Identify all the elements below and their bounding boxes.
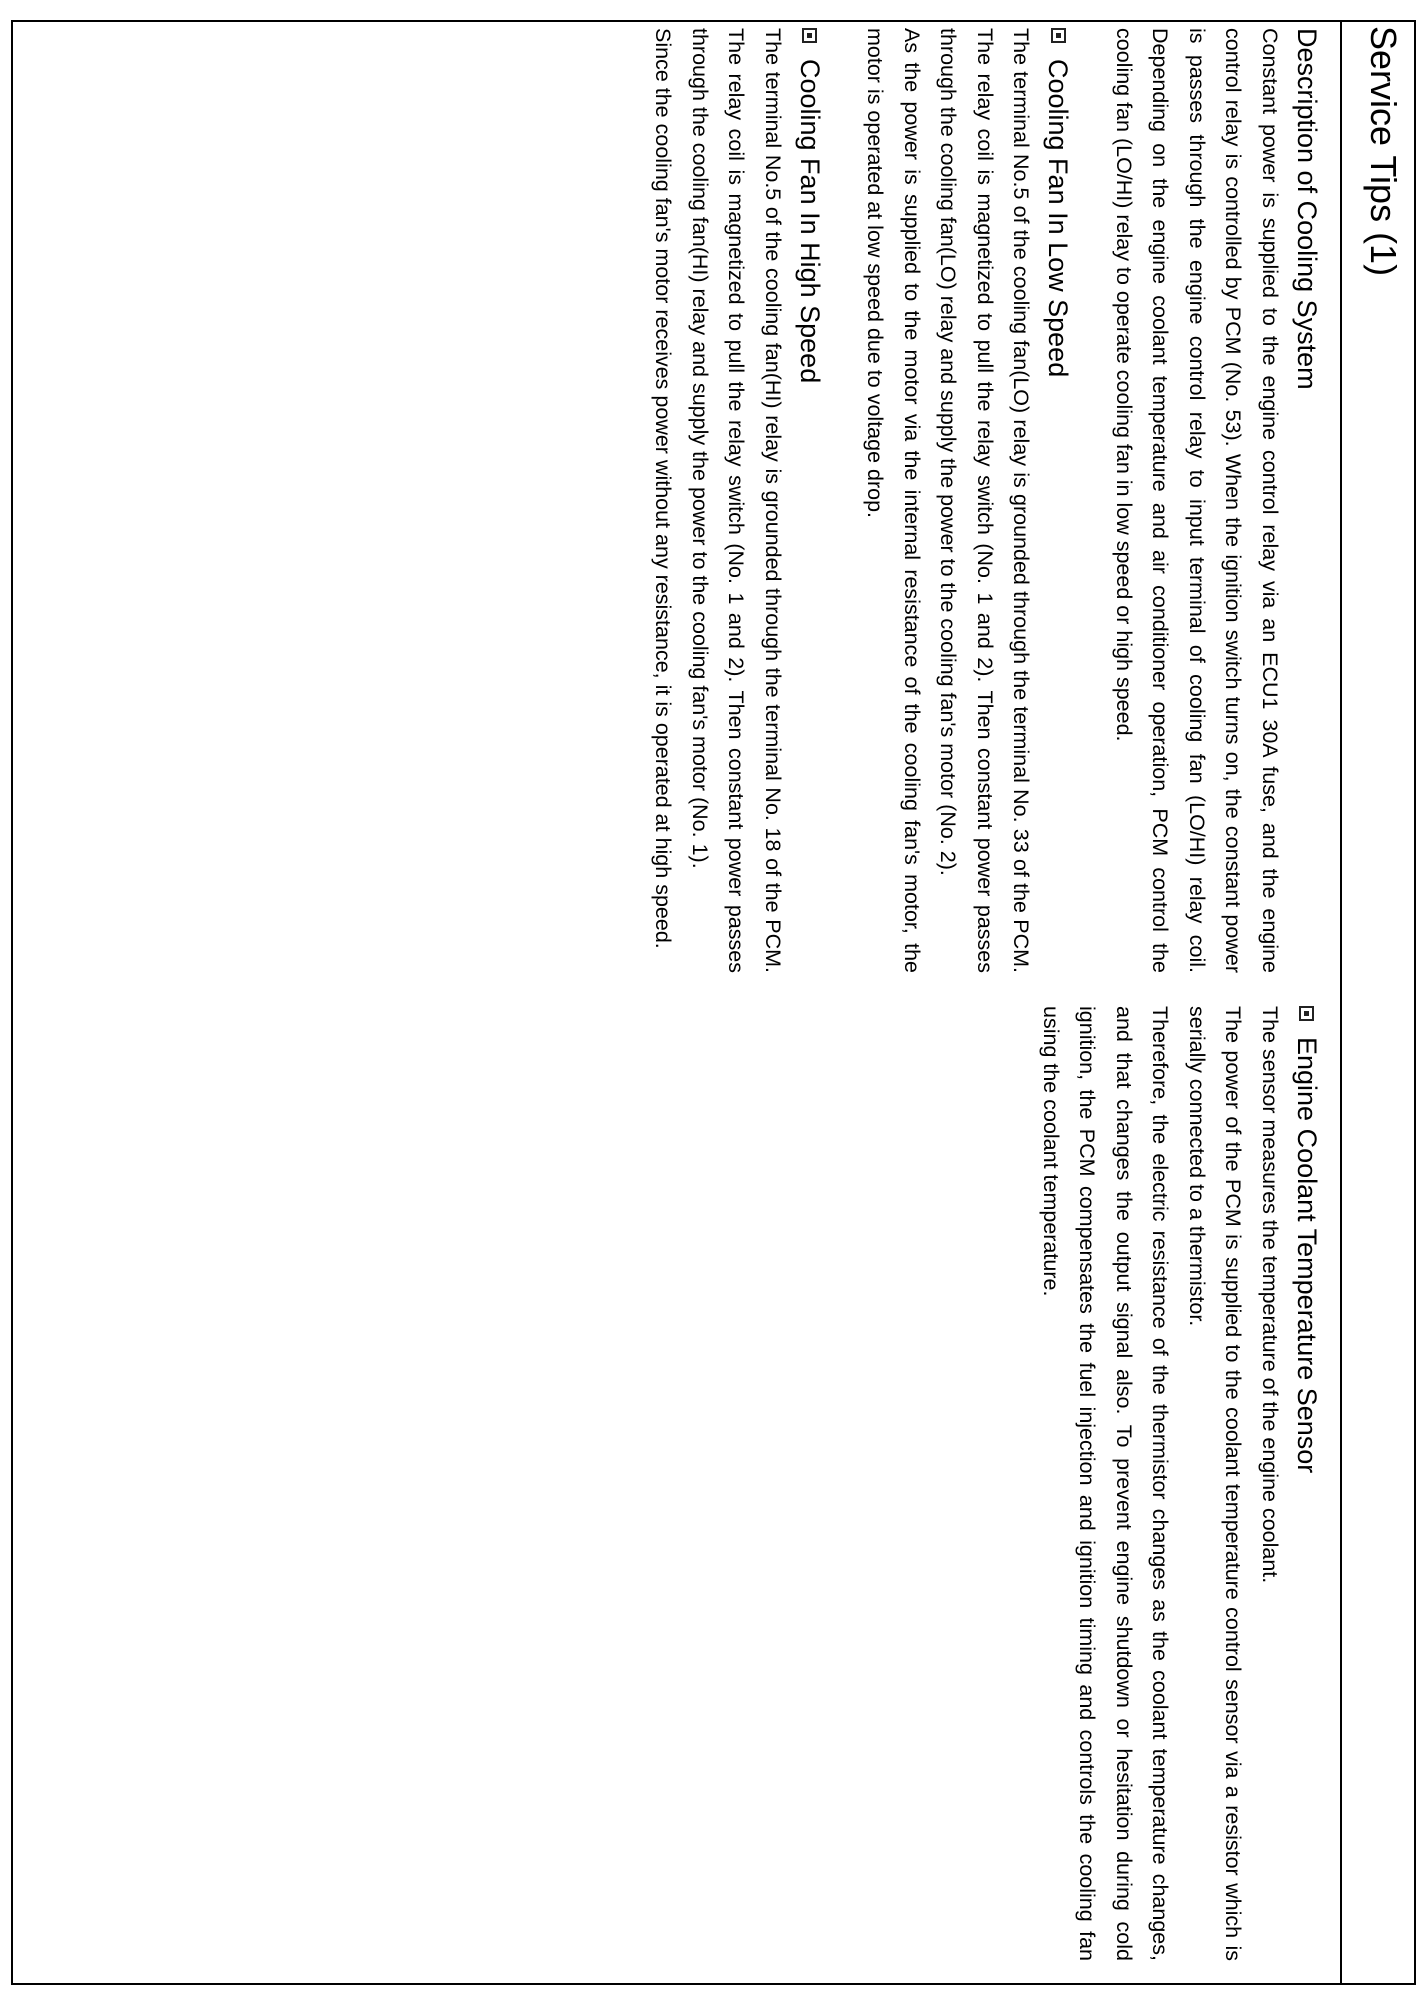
square-bullet-icon (1300, 1006, 1315, 1021)
coolant-sensor-section (1033, 1006, 1325, 1961)
page-title: Service Tips (1) (1363, 26, 1404, 277)
section-heading-high-speed (793, 28, 827, 973)
low-speed-paragraph-2: As the power is supplied to the motor via the internal resistance of the cooling fan's motor, the motor is operated at low speed due to voltage drop. (863, 28, 924, 973)
section-heading-description: Description of Cooling System (1292, 28, 1322, 390)
square-bullet-icon (803, 28, 818, 43)
cooling-system-description (1106, 28, 1325, 973)
right-column (1003, 1006, 1325, 1961)
low-speed-heading-text: Cooling Fan In Low Speed (1043, 59, 1074, 378)
description-paragraph: Constant power is supplied to the engine control relay via an ECU1 30A fuse, and the engine control relay is controlled by PCM (No. 53). When the ignition switch turns on, the constant power is passes through the engine control relay to input terminal of cooling fan (LO/HI) relay coil. Depending on the engine coolant temperature and air conditioner operation, PCM control the cooling fan (LO/HI) relay to operate cooling fan in low speed or high speed. (1112, 28, 1282, 973)
high-speed-paragraph-1: The terminal No.5 of the cooling fan(HI) relay is grounded through the terminal No. 18 of the PCM. The relay coil is magnetized to pull the relay switch (No. 1 and 2). Then constant power passes through the cooling fan(HI) relay and supply the power to the cooling fan's motor (No. 1). (688, 28, 785, 973)
high-speed-paragraph-2: Since the cooling fan's motor receives power without any resistance, it is operated at high speed. (651, 28, 676, 949)
low-speed-body (857, 28, 1040, 973)
title-divider (1340, 20, 1342, 1985)
section-heading-low-speed (1042, 28, 1076, 973)
low-speed-paragraph-1: The terminal No.5 of the cooling fan(LO) relay is grounded through the terminal No. 33 of the PCM. The relay coil is magnetized to pull the relay switch (No. 1 and 2). Then constant power passes through the cooling fan(LO) relay and supply the power to the cooling fan's motor (No. 2). (936, 28, 1034, 973)
high-speed-heading-text: Cooling Fan In High Speed (795, 59, 825, 384)
square-bullet-icon (1051, 28, 1066, 43)
high-speed-section (645, 28, 827, 973)
coolant-sensor-heading-text: Engine Coolant Temperature Sensor (1292, 1037, 1322, 1474)
section-heading-coolant-sensor (1290, 1006, 1324, 1961)
coolant-sensor-paragraph-3: Therefore, the electric resistance of the thermistor changes as the coolant temperature changes, and that changes the output signal also. To prevent engine shutdown or hesitation during cold ignition, the PCM compensates the fuel injection and ignition timing and controls the cooling fan using the coolant temperature. (1039, 1006, 1173, 1961)
left-column (615, 28, 1324, 973)
description-body (1106, 28, 1289, 973)
coolant-sensor-paragraph-2: The power of the PCM is supplied to the coolant temperature control sensor via a resistor which is serially connected to a thermistor. (1185, 1006, 1246, 1961)
low-speed-section (857, 28, 1076, 973)
high-speed-body (645, 28, 791, 973)
coolant-sensor-body (1033, 1006, 1289, 1961)
coolant-sensor-paragraph-1: The sensor measures the temperature of the engine coolant. (1258, 1006, 1282, 1584)
